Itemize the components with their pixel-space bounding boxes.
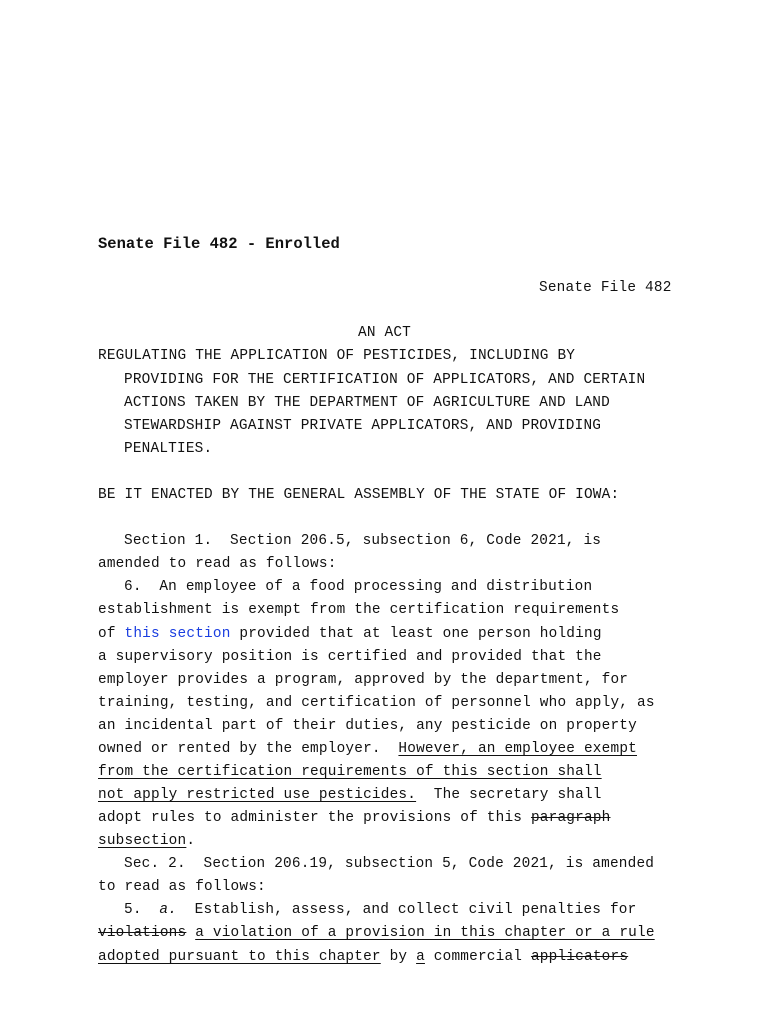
enacting-clause: BE IT ENACTED BY THE GENERAL ASSEMBLY OF THE STATE OF IOWA: [98, 487, 620, 503]
this-section-link[interactable]: this section [124, 626, 231, 642]
inserted-text: adopted pursuant to this chapter [98, 949, 381, 965]
paragraph-letter: a. [159, 902, 178, 918]
inserted-text: not apply restricted use pesticides. [98, 787, 417, 803]
text-segment: . [186, 833, 196, 849]
document-title: Senate File 482 - Enrolled [98, 235, 340, 253]
text-segment: commercial [424, 949, 531, 965]
struck-text: paragraph [530, 810, 611, 826]
body-line: 6. An employee of a food processing and distribution [124, 579, 593, 595]
text-segment: by [380, 949, 417, 965]
body-line [98, 925, 655, 941]
file-reference: Senate File 482 [539, 280, 672, 296]
act-purpose-line: STEWARDSHIP AGAINST PRIVATE APPLICATORS, AND PROVIDING [124, 418, 602, 434]
body-line [98, 949, 628, 965]
text-segment: The secretary shall [416, 787, 602, 803]
inserted-text: from the certification requirements of this section shall [98, 764, 602, 780]
act-heading: AN ACT [358, 325, 412, 341]
body-line [98, 764, 602, 780]
body-line: amended to read as follows: [98, 556, 337, 572]
body-line: employer provides a program, approved by the department, for [98, 672, 629, 688]
act-purpose-line: PENALTIES. [124, 441, 213, 457]
body-line [98, 833, 195, 849]
body-line: to read as follows: [98, 879, 266, 895]
text-segment: provided that at least one person holding [230, 626, 602, 642]
inserted-text: a violation of a provision in this chapter or a rule [195, 925, 655, 941]
body-line: an incidental part of their duties, any pesticide on property [98, 718, 637, 734]
text-segment: owned or rented by the employer. [98, 741, 399, 757]
inserted-text: a [416, 949, 425, 965]
struck-text: applicators [530, 949, 629, 965]
inserted-text: However, an employee exempt [398, 741, 637, 757]
text-segment: 5. [124, 902, 160, 918]
body-line [98, 626, 602, 642]
body-line: establishment is exempt from the certification requirements [98, 602, 620, 618]
body-line [98, 810, 611, 826]
act-purpose-line: ACTIONS TAKEN BY THE DEPARTMENT OF AGRICULTURE AND LAND [124, 395, 610, 411]
body-line: Section 1. Section 206.5, subsection 6, Code 2021, is [124, 533, 602, 549]
body-line: a supervisory position is certified and provided that the [98, 649, 602, 665]
text-segment: adopt rules to administer the provisions of this [98, 810, 531, 826]
text-segment: of [98, 626, 125, 642]
text-segment: Establish, assess, and collect civil penalties for [177, 902, 637, 918]
struck-text: violations [98, 925, 187, 941]
inserted-text: subsection [98, 833, 187, 849]
act-purpose-line: REGULATING THE APPLICATION OF PESTICIDES, INCLUDING BY [98, 348, 576, 364]
body-line [98, 787, 602, 803]
act-purpose-line: PROVIDING FOR THE CERTIFICATION OF APPLICATORS, AND CERTAIN [124, 372, 646, 388]
body-line [124, 902, 636, 918]
body-line [98, 741, 637, 757]
body-line: training, testing, and certification of personnel who apply, as [98, 695, 655, 711]
text-segment [186, 925, 195, 941]
body-line: Sec. 2. Section 206.19, subsection 5, Code 2021, is amended [124, 856, 655, 872]
